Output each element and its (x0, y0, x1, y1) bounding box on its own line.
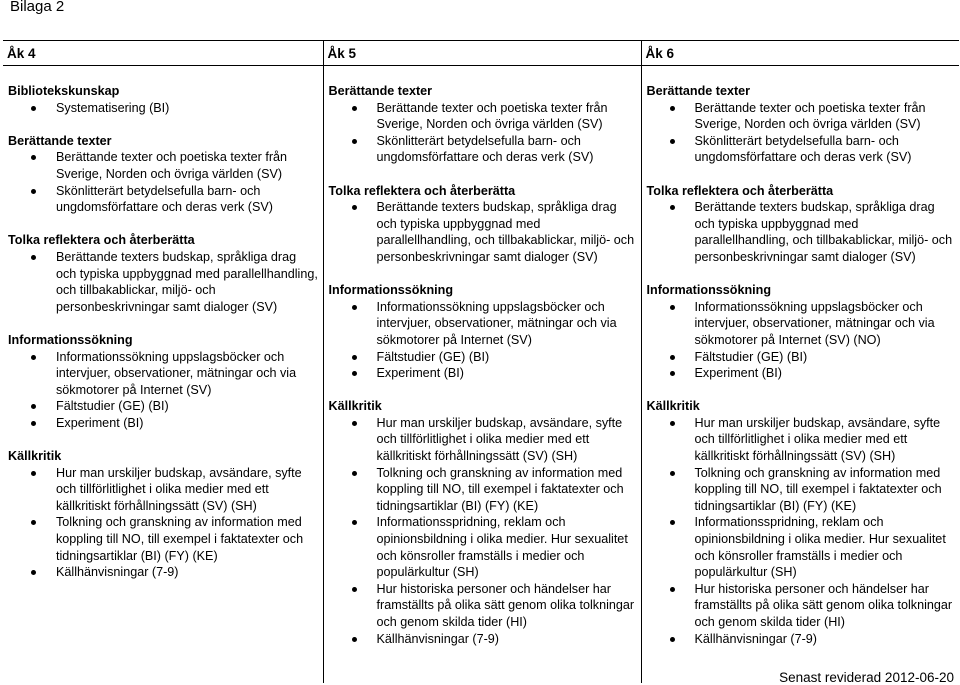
section (329, 183, 637, 266)
section (329, 282, 637, 382)
list-item: Tolkning och granskning av information med koppling till NO, till exempel i faktatexter och tidningsartiklar (BI) (FY) (KE) (8, 514, 319, 564)
bullet-list (647, 299, 956, 382)
section (8, 232, 319, 315)
column-ak4 (3, 66, 323, 684)
list-item: Källhänvisningar (7-9) (329, 631, 637, 648)
list-item: Informationssökning uppslagsböcker och intervjuer, observationer, mätningar och via sökmotorer på Internet (SV) (8, 349, 319, 399)
list-item: Berättande texter och poetiska texter från Sverige, Norden och övriga världen (SV) (647, 100, 956, 133)
bullet-list (647, 199, 956, 265)
list-item: Skönlitterärt betydelsefulla barn- och ungdomsförfattare och deras verk (SV) (647, 133, 956, 166)
list-item: Hur man urskiljer budskap, avsändare, syfte och tillförlitlighet i olika medier med ett källkritiskt förhållningssätt (SV) (SH) (329, 415, 637, 465)
document-title: Bilaga 2 (10, 0, 65, 15)
list-item: Berättande texter och poetiska texter från Sverige, Norden och övriga världen (SV) (329, 100, 637, 133)
section (8, 133, 319, 216)
section-heading: Informationssökning (328, 283, 454, 298)
section-heading: Berättande texter (646, 84, 751, 98)
list-item: Fältstudier (GE) (BI) (8, 398, 319, 415)
section-heading: Källkritik (8, 449, 62, 464)
section-heading: Källkritik (328, 399, 382, 414)
bullet-list (647, 100, 956, 166)
list-item: Fältstudier (GE) (BI) (329, 349, 637, 366)
list-item: Skönlitterärt betydelsefulla barn- och ungdomsförfattare och deras verk (SV) (8, 183, 319, 216)
section-heading: Berättande texter (328, 84, 433, 98)
section-heading: Källkritik (646, 399, 700, 414)
section (647, 398, 956, 647)
list-item: Tolkning och granskning av information med koppling till NO, till exempel i faktatexter och tidningsartiklar (BI) (FY) (KE) (647, 465, 956, 515)
list-item: Berättande texters budskap, språkliga drag och typiska uppbyggnad med parallellhandling, och tillbakablickar, miljö- och personbeskrivningar samt dialoger (SV) (8, 249, 319, 315)
bullet-list (8, 149, 319, 215)
bullet-list (8, 100, 319, 117)
section (647, 282, 956, 382)
list-item: Hur man urskiljer budskap, avsändare, syfte och tillförlitlighet i olika medier med ett källkritiskt förhållningssätt (SV) (SH) (647, 415, 956, 465)
list-item: Informationsspridning, reklam och opinionsbildning i olika medier. Hur sexualitet och könsroller framställs i medier och populärkultur (SH) (647, 514, 956, 580)
section-heading: Berättande texter (8, 133, 112, 148)
section-heading: Tolka reflektera och återberätta (646, 183, 834, 198)
header-row (3, 41, 959, 66)
section (8, 332, 319, 432)
revision-date: Senast reviderad 2012-06-20 (779, 670, 954, 685)
section (647, 83, 956, 166)
list-item: Informationssökning uppslagsböcker och intervjuer, observationer, mätningar och via sökmotorer på Internet (SV) (NO) (647, 299, 956, 349)
list-item: Hur man urskiljer budskap, avsändare, syfte och tillförlitlighet i olika medier med ett källkritiskt förhållningssätt (SV) (SH) (8, 465, 319, 515)
bullet-list (8, 249, 319, 315)
list-item: Källhänvisningar (7-9) (647, 631, 956, 648)
section-heading: Informationssökning (646, 283, 772, 298)
list-item: Skönlitterärt betydelsefulla barn- och ungdomsförfattare och deras verk (SV) (329, 133, 637, 166)
section-heading: Tolka reflektera och återberätta (8, 233, 195, 248)
list-item: Tolkning och granskning av information med koppling till NO, till exempel i faktatexter och tidningsartiklar (BI) (FY) (KE) (329, 465, 637, 515)
column-header-ak6: Åk 6 (641, 41, 959, 66)
curriculum-table (3, 40, 959, 683)
section-heading: Bibliotekskunskap (8, 84, 120, 98)
section (329, 83, 637, 166)
list-item: Experiment (BI) (647, 365, 956, 382)
column-header-ak4: Åk 4 (3, 41, 323, 66)
bullet-list (329, 199, 637, 265)
bullet-list (8, 465, 319, 581)
list-item: Systematisering (BI) (8, 100, 319, 117)
content-row (3, 66, 959, 684)
list-item: Berättande texters budskap, språkliga drag och typiska uppbyggnad med parallellhandling, och tillbakablickar, miljö- och personbeskrivningar samt dialoger (SV) (647, 199, 956, 265)
bullet-list (8, 349, 319, 432)
bullet-list (647, 415, 956, 647)
section (647, 183, 956, 266)
list-item: Experiment (BI) (8, 415, 319, 432)
list-item: Källhänvisningar (7-9) (8, 564, 319, 581)
list-item: Hur historiska personer och händelser har framställts på olika sätt genom olika tolkningar och genom skilda tider (HI) (329, 581, 637, 631)
bullet-list (329, 100, 637, 166)
list-item: Experiment (BI) (329, 365, 637, 382)
list-item: Berättande texters budskap, språkliga drag och typiska uppbyggnad med parallellhandling, och tillbakablickar, miljö- och personbeskrivningar samt dialoger (SV) (329, 199, 637, 265)
column-ak5 (323, 66, 641, 684)
section (8, 448, 319, 581)
list-item: Fältstudier (GE) (BI) (647, 349, 956, 366)
section-heading: Informationssökning (8, 332, 133, 347)
bullet-list (329, 415, 637, 647)
column-ak6 (641, 66, 959, 684)
section-heading: Tolka reflektera och återberätta (328, 183, 516, 198)
list-item: Informationsspridning, reklam och opinionsbildning i olika medier. Hur sexualitet och könsroller framställs i medier och populärkultur (SH) (329, 514, 637, 580)
list-item: Hur historiska personer och händelser har framställts på olika sätt genom olika tolkningar och genom skilda tider (HI) (647, 581, 956, 631)
section (8, 83, 319, 116)
column-header-ak5: Åk 5 (323, 41, 641, 66)
list-item: Berättande texter och poetiska texter från Sverige, Norden och övriga världen (SV) (8, 149, 319, 182)
bullet-list (329, 299, 637, 382)
section (329, 398, 637, 647)
list-item: Informationssökning uppslagsböcker och intervjuer, observationer, mätningar och via sökmotorer på Internet (SV) (329, 299, 637, 349)
